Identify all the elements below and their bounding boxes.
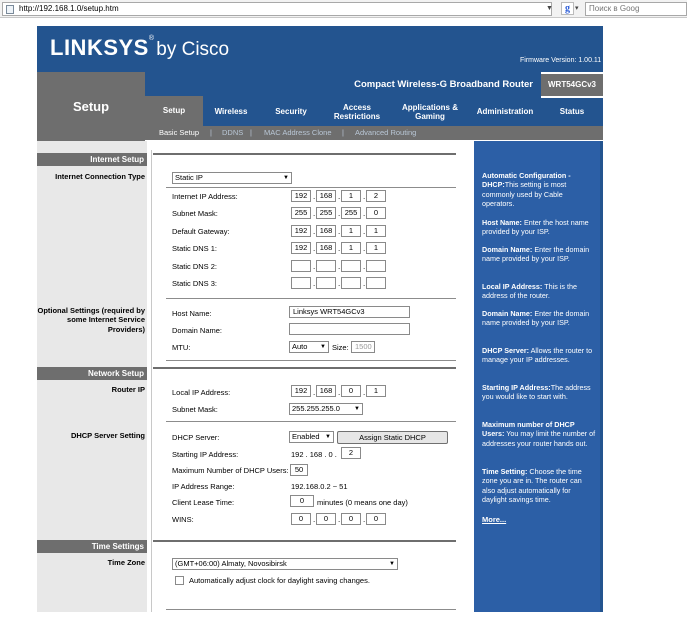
help-starting-ip	[482, 383, 596, 402]
help-domain-name-text: Enter the domain name provided by your ISP.	[482, 245, 590, 264]
time-zone-select[interactable]	[172, 558, 398, 570]
help-domain-name	[482, 245, 596, 264]
subtab-basic-setup[interactable]: Basic Setup	[159, 128, 200, 137]
subtab-mac-address-clone[interactable]: MAC Address Clone	[264, 128, 332, 137]
logo-brand: LINKSYS	[50, 35, 149, 60]
client-lease-input[interactable]: 0	[290, 495, 314, 507]
help-local-ip-text: This is the address of the router.	[482, 282, 577, 301]
gateway-octet-2[interactable]: 168	[316, 225, 336, 237]
starting-ip-prefix: 192 . 168 . 0 .	[291, 450, 337, 459]
ip-dot: .	[338, 388, 341, 397]
ip-dot: .	[338, 209, 341, 218]
address-bar[interactable]	[2, 2, 552, 16]
ip-dot: .	[313, 388, 316, 397]
label-client-lease: Client Lease Time:	[172, 498, 235, 507]
label-internet-ip: Internet IP Address:	[172, 192, 238, 201]
chevron-down-icon: ▼	[325, 434, 331, 440]
section-line	[153, 367, 456, 369]
assign-static-dhcp-button[interactable]: Assign Static DHCP	[337, 431, 448, 444]
ip-dot: .	[363, 192, 366, 201]
dns3-octet-4[interactable]	[366, 277, 386, 289]
chevron-down-icon: ▼	[283, 175, 289, 181]
ip-dot: .	[338, 192, 341, 201]
ip-dot: .	[338, 227, 341, 236]
section-internet-setup: Internet Setup	[37, 153, 147, 166]
dns1-octet-1[interactable]: 192	[291, 242, 311, 254]
logo-registered: ®	[148, 35, 155, 42]
ip-dot: .	[313, 244, 316, 253]
help-time-setting-text: Choose the time zone you are in. The router can also adjust automatically for daylight savings time.	[482, 467, 582, 505]
ip-range-value: 192.168.0.2 ~ 51	[291, 482, 348, 491]
page-icon	[6, 5, 14, 14]
tab-wireless[interactable]: Wireless	[214, 107, 248, 117]
tab-setup[interactable]: Setup	[145, 96, 203, 126]
internet-ip-octet-3[interactable]: 1	[341, 190, 361, 202]
field-separator	[166, 187, 456, 188]
ip-dot: .	[313, 192, 316, 201]
tab-applications-gaming[interactable]: Applications & Gaming	[401, 102, 458, 121]
help-max-users-text: You may limit the number of addresses your router hands out.	[482, 429, 596, 448]
dns2-octet-2[interactable]	[316, 260, 336, 272]
label-static-dns-2: Static DNS 2:	[172, 262, 218, 271]
label-host-name: Host Name:	[172, 309, 212, 318]
label-starting-ip: Starting IP Address:	[172, 450, 239, 459]
ip-dot: .	[338, 262, 341, 271]
mtu-size-input[interactable]: 1500	[351, 341, 375, 353]
label-max-dhcp-users: Maximum Number of DHCP Users:	[172, 466, 289, 475]
dns2-octet-3[interactable]	[341, 260, 361, 272]
ip-dot: .	[363, 227, 366, 236]
ip-dot: .	[313, 279, 316, 288]
subnet-mask-octet-3[interactable]: 255	[341, 207, 361, 219]
firmware-version: Firmware Version: 1.00.11	[520, 57, 602, 64]
max-dhcp-users-input[interactable]: 50	[290, 464, 308, 476]
label-mtu-size: Size:	[332, 343, 349, 352]
ip-dot: .	[363, 515, 366, 524]
dns3-octet-3[interactable]	[341, 277, 361, 289]
field-separator	[166, 360, 456, 361]
dns2-octet-1[interactable]	[291, 260, 311, 272]
subtab-separator: |	[210, 128, 212, 137]
help-host-name-title: Host Name:	[482, 218, 522, 227]
page-title: Setup	[72, 99, 110, 114]
host-name-input[interactable]: Linksys WRT54GCv3	[289, 306, 410, 318]
help-host-name-text: Enter the host name provided by your ISP.	[482, 218, 589, 237]
auto-dst-label: Automatically adjust clock for daylight saving changes.	[189, 576, 370, 585]
tab-access-restrictions[interactable]: Access Restrictions	[333, 102, 381, 121]
router-subnet-value: 255.255.255.0	[292, 404, 340, 413]
dns3-octet-1[interactable]	[291, 277, 311, 289]
help-panel-edge	[600, 141, 603, 612]
time-zone-value: (GMT+06:00) Almaty, Novosibirsk	[175, 559, 287, 568]
wins-octet-2[interactable]: 0	[316, 513, 336, 525]
dns1-octet-2[interactable]: 168	[316, 242, 336, 254]
starting-ip-last-octet[interactable]: 2	[341, 447, 361, 459]
dns3-octet-2[interactable]	[316, 277, 336, 289]
ip-dot: .	[313, 227, 316, 236]
tab-security[interactable]: Security	[275, 107, 307, 117]
help-panel	[474, 141, 603, 612]
local-ip-octet-3[interactable]: 0	[341, 385, 361, 397]
wins-octet-1[interactable]: 0	[291, 513, 311, 525]
internet-ip-octet-1[interactable]: 192	[291, 190, 311, 202]
label-mtu: MTU:	[172, 343, 191, 352]
router-subnet-select[interactable]	[289, 403, 363, 415]
label-ip-range: IP Address Range:	[172, 482, 235, 491]
gateway-octet-4[interactable]: 1	[366, 225, 386, 237]
help-time-setting-title: Time Setting:	[482, 467, 528, 476]
connection-type-select[interactable]	[172, 172, 292, 184]
help-dhcp-server-title: DHCP Server:	[482, 346, 530, 355]
label-internet-connection-type: Internet Connection Type	[55, 172, 145, 181]
subnet-mask-octet-2[interactable]: 255	[316, 207, 336, 219]
label-default-gateway: Default Gateway:	[172, 227, 230, 236]
ip-dot: .	[363, 388, 366, 397]
tab-administration[interactable]: Administration	[476, 107, 534, 117]
mtu-value: Auto	[292, 342, 308, 351]
dns1-octet-3[interactable]: 1	[341, 242, 361, 254]
address-url: http://192.168.1.0/setup.htm	[19, 4, 119, 13]
help-time-setting	[482, 467, 596, 504]
label-local-ip: Local IP Address:	[172, 388, 231, 397]
section-line	[153, 153, 456, 155]
subtab-ddns[interactable]: DDNS	[222, 128, 244, 137]
domain-name-input[interactable]	[289, 323, 410, 335]
help-auto-config-title: Automatic Configuration - DHCP:	[482, 171, 571, 190]
help-domain-name-2-text: Enter the domain name provided by your ISP.	[482, 309, 590, 328]
mtu-select[interactable]	[289, 341, 329, 353]
section-time-settings: Time Settings	[37, 540, 147, 553]
product-name: Compact Wireless-G Broadband Router	[354, 79, 533, 90]
chevron-down-icon: ▼	[354, 406, 360, 412]
client-lease-suffix: minutes (0 means one day)	[317, 498, 408, 507]
dns1-octet-4[interactable]: 1	[366, 242, 386, 254]
ip-dot: .	[313, 262, 316, 271]
field-separator	[166, 609, 456, 610]
label-time-zone: Time Zone	[107, 558, 145, 567]
ip-dot: .	[338, 279, 341, 288]
section-line	[153, 540, 456, 542]
content-gap	[456, 141, 474, 612]
label-dhcp-server-setting: DHCP Server Setting	[70, 431, 145, 440]
linksys-logo	[50, 35, 229, 61]
subnet-mask-octet-4[interactable]: 0	[366, 207, 386, 219]
field-separator	[166, 421, 456, 422]
ip-dot: .	[363, 244, 366, 253]
tab-status[interactable]: Status	[559, 107, 585, 117]
help-auto-config	[482, 171, 596, 208]
subtab-separator: |	[250, 128, 252, 137]
logo-by-cisco: by Cisco	[156, 39, 230, 60]
gateway-octet-3[interactable]: 1	[341, 225, 361, 237]
help-local-ip	[482, 282, 596, 301]
subnet-mask-octet-1[interactable]: 255	[291, 207, 311, 219]
dhcp-server-value: Enabled	[292, 432, 320, 441]
help-host-name	[482, 218, 596, 237]
label-domain-name: Domain Name:	[172, 326, 223, 335]
ip-dot: .	[363, 279, 366, 288]
local-ip-octet-4[interactable]: 1	[366, 385, 386, 397]
column-divider	[151, 150, 152, 612]
ip-dot: .	[313, 209, 316, 218]
help-local-ip-title: Local IP Address:	[482, 282, 543, 291]
subtab-separator: |	[342, 128, 344, 137]
section-network-setup: Network Setup	[37, 367, 147, 380]
subtab-advanced-routing[interactable]: Advanced Routing	[355, 128, 417, 137]
help-domain-name-2-title: Domain Name:	[482, 309, 533, 318]
dhcp-server-select[interactable]	[289, 431, 334, 443]
google-icon[interactable]: g	[561, 2, 574, 15]
label-static-dns-1: Static DNS 1:	[172, 244, 218, 253]
label-router-ip: Router IP	[111, 385, 145, 394]
label-subnet-mask: Subnet Mask:	[172, 209, 218, 218]
help-dhcp-server	[482, 346, 596, 365]
ip-dot: .	[363, 209, 366, 218]
label-optional-settings: Optional Settings (required by some Internet Service Providers)	[37, 306, 145, 334]
local-ip-octet-2[interactable]: 168	[316, 385, 336, 397]
internet-ip-octet-4[interactable]: 2	[366, 190, 386, 202]
address-dropdown-icon[interactable]: ▼	[546, 5, 553, 12]
help-auto-config-text: This setting is most commonly used by Cable operators.	[482, 180, 567, 209]
help-starting-ip-text: The address you would like to start with.	[482, 383, 591, 402]
auto-dst-checkbox[interactable]	[175, 576, 184, 585]
field-separator	[166, 298, 456, 299]
help-dhcp-server-text: Allows the router to manage your IP addresses.	[482, 346, 593, 365]
chevron-down-icon: ▼	[389, 561, 395, 567]
ip-dot: .	[338, 244, 341, 253]
internet-ip-octet-2[interactable]: 168	[316, 190, 336, 202]
ip-dot: .	[363, 262, 366, 271]
local-ip-octet-1[interactable]: 192	[291, 385, 311, 397]
model-badge: WRT54GCv3	[541, 74, 603, 96]
help-domain-name-2	[482, 309, 596, 328]
connection-type-value: Static IP	[175, 173, 203, 182]
chevron-down-icon: ▼	[320, 344, 326, 350]
ip-dot: .	[338, 515, 341, 524]
label-router-subnet-mask: Subnet Mask:	[172, 405, 218, 414]
help-more-link[interactable]: More...	[482, 515, 507, 524]
help-max-users-title: Maximum number of DHCP Users:	[482, 420, 575, 439]
label-static-dns-3: Static DNS 3:	[172, 279, 218, 288]
ip-dot: .	[313, 515, 316, 524]
label-wins: WINS:	[172, 515, 194, 524]
help-starting-ip-title: Starting IP Address:	[482, 383, 551, 392]
gateway-octet-1[interactable]: 192	[291, 225, 311, 237]
search-engine-dropdown-icon[interactable]: ▾	[575, 5, 579, 12]
help-domain-name-title: Domain Name:	[482, 245, 533, 254]
search-input[interactable]: Поиск в Goog	[585, 2, 687, 16]
wins-octet-4[interactable]: 0	[366, 513, 386, 525]
dns2-octet-4[interactable]	[366, 260, 386, 272]
help-max-users	[482, 420, 596, 448]
label-dhcp-server: DHCP Server:	[172, 433, 220, 442]
wins-octet-3[interactable]: 0	[341, 513, 361, 525]
